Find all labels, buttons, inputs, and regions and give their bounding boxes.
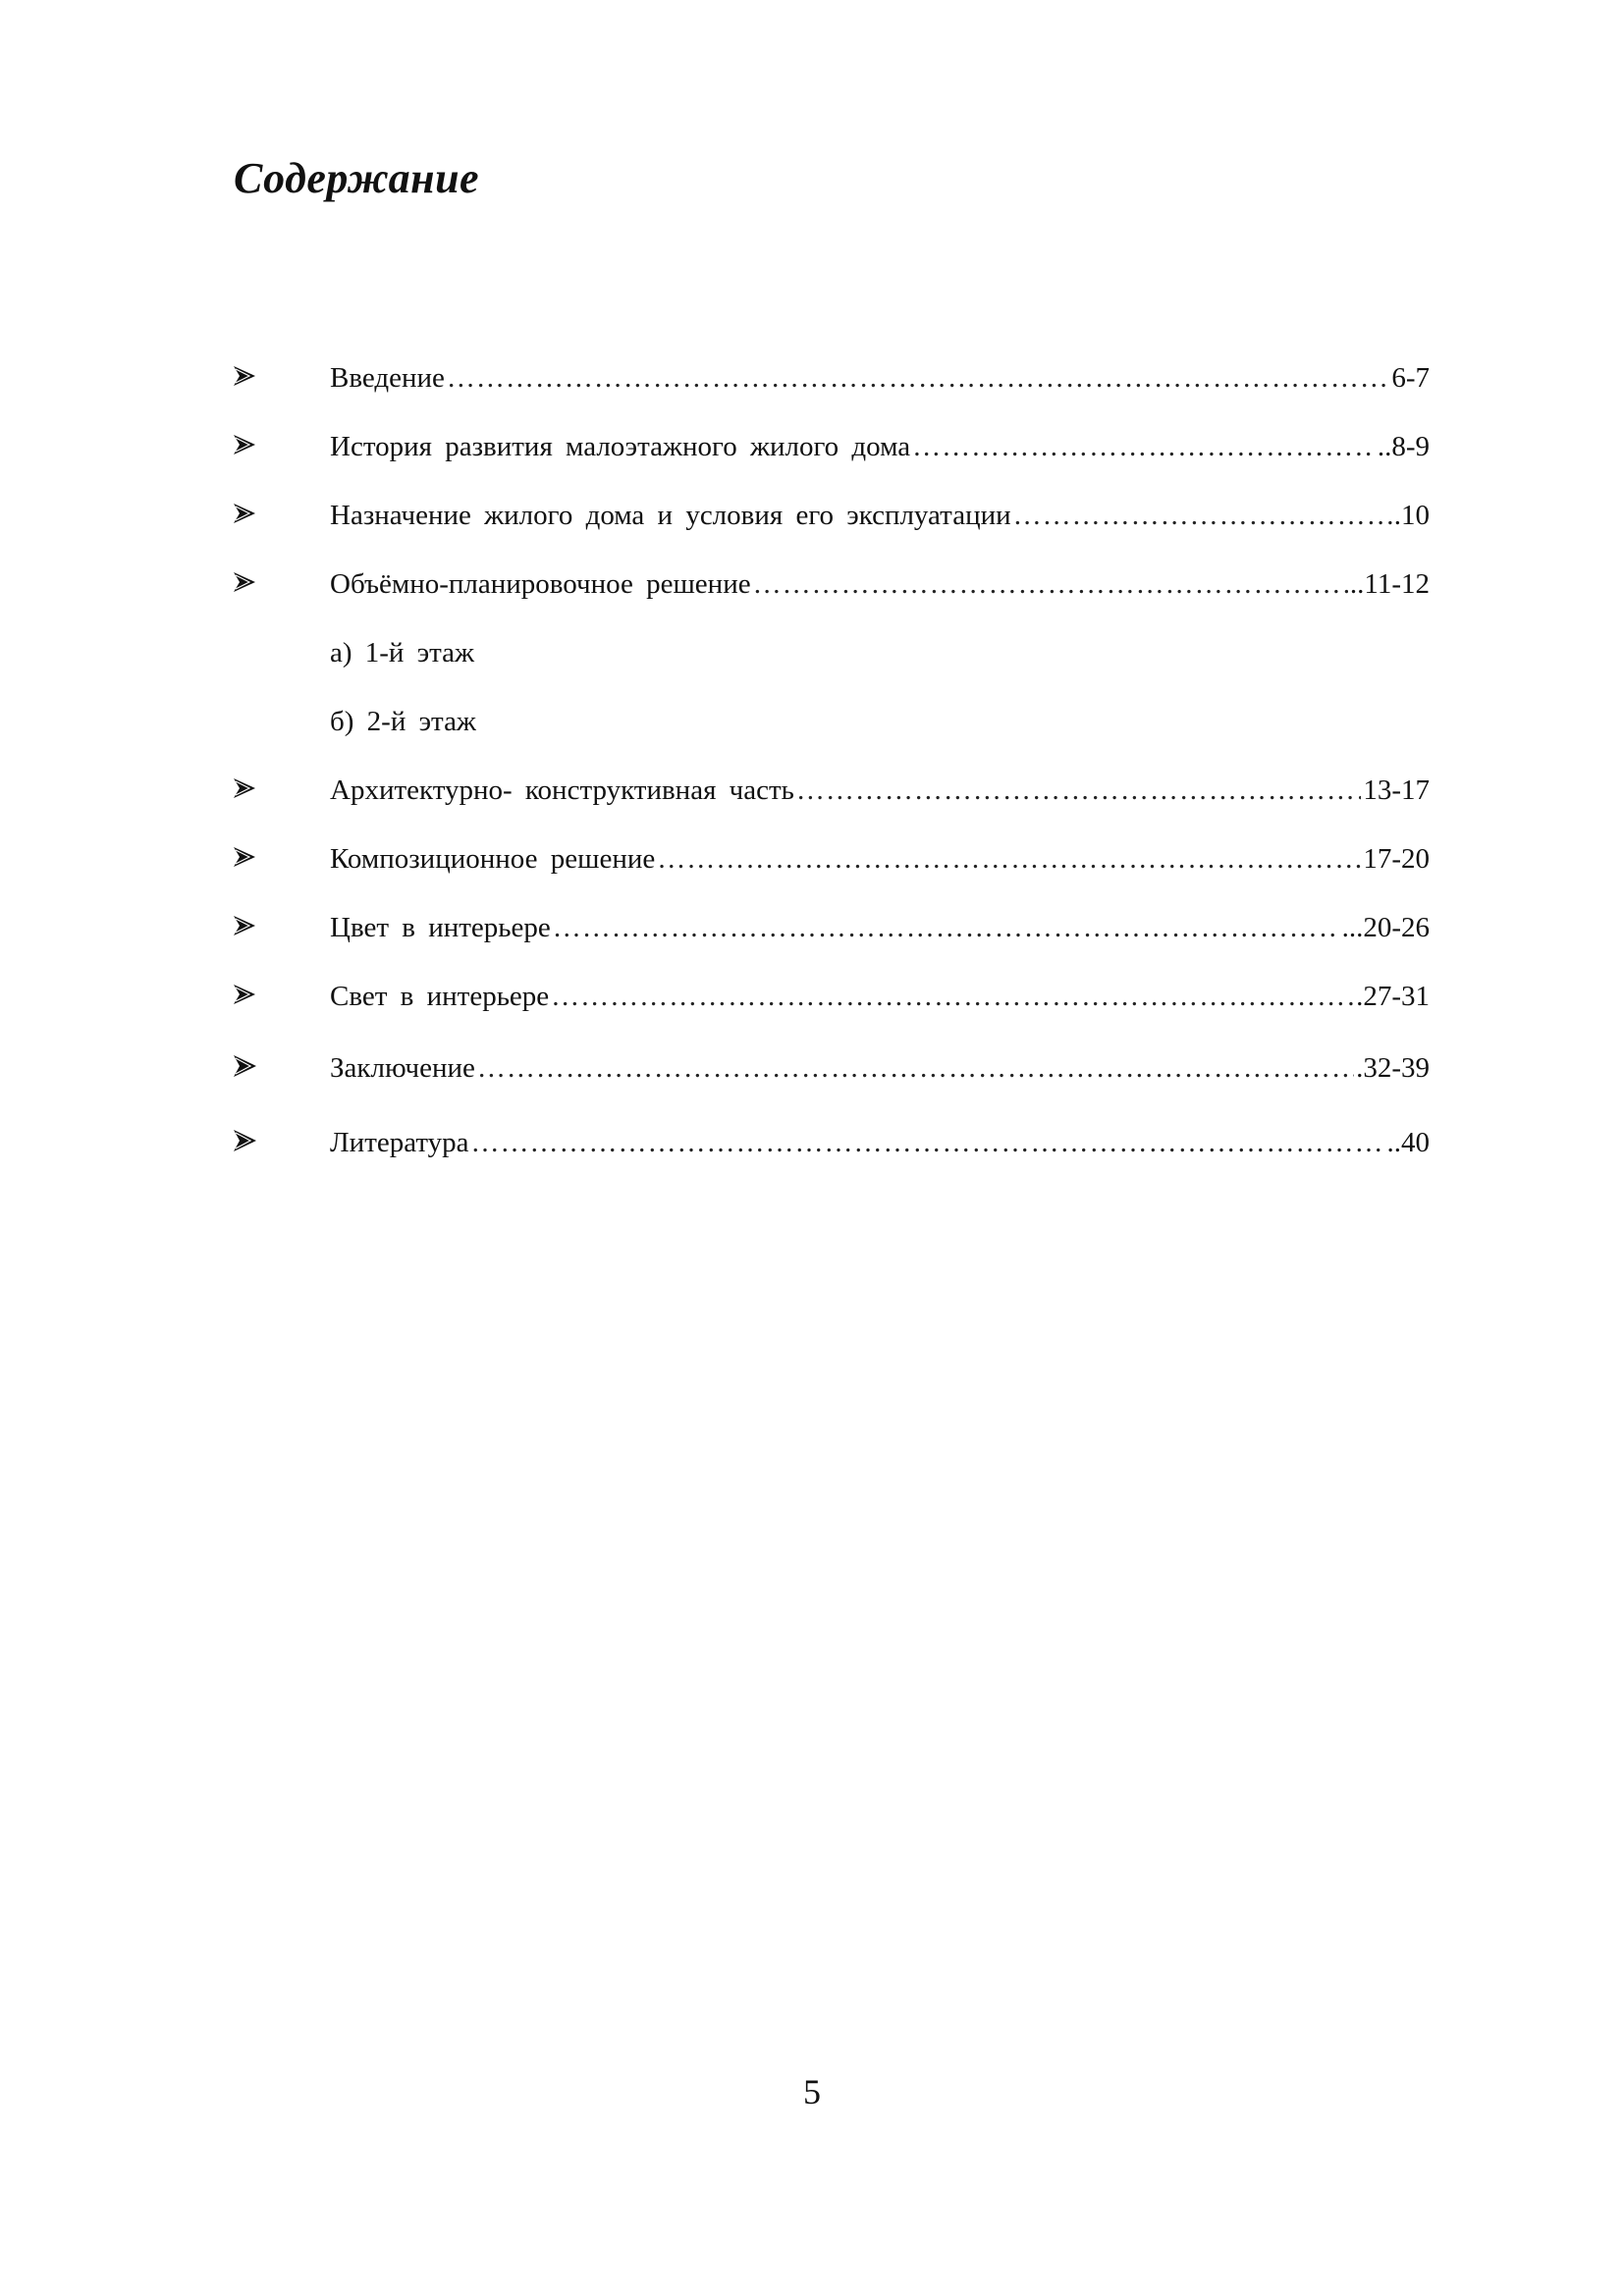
toc-subitem-floor-2	[232, 687, 1430, 756]
toc-entry-pages: ..8-9	[1377, 430, 1430, 462]
toc-entry-color	[232, 893, 1430, 962]
dot-leader	[753, 570, 1348, 599]
toc-entry-history	[232, 412, 1430, 481]
toc-entry-pages: ...20-26	[1341, 911, 1430, 943]
dot-leader	[471, 1129, 1385, 1157]
toc-entry-label: История развития малоэтажного жилого дома	[330, 430, 911, 462]
arrowhead-bullet-icon	[232, 432, 261, 461]
toc-entry-planning	[232, 550, 1430, 618]
arrowhead-bullet-icon	[232, 569, 261, 599]
toc-entry-purpose	[232, 481, 1430, 550]
toc-entry-pages: 13-17	[1363, 774, 1430, 806]
arrowhead-bullet-icon	[232, 844, 261, 874]
toc-entry-pages: .32-39	[1356, 1051, 1430, 1084]
toc-entry-pages: 17-20	[1363, 842, 1430, 875]
arrowhead-bullet-icon	[232, 1053, 261, 1083]
page-title: Содержание	[234, 154, 480, 202]
toc-entry-label: Литература	[330, 1126, 469, 1158]
toc-subitem-label: а) 1-й этаж	[330, 636, 475, 668]
dot-leader	[912, 433, 1376, 461]
page-number: 5	[803, 2072, 821, 2111]
arrowhead-bullet-icon	[232, 1128, 261, 1157]
toc-entry-label: Введение	[330, 361, 445, 394]
toc-entry-label: Композиционное решение	[330, 842, 656, 875]
arrowhead-bullet-icon	[232, 913, 261, 942]
arrowhead-bullet-icon	[232, 775, 261, 805]
toc-entry-pages: .10	[1393, 499, 1430, 531]
arrowhead-bullet-icon	[232, 501, 261, 530]
toc-entry-architecture	[232, 756, 1430, 825]
toc-entry-label: Свет в интерьере	[330, 980, 550, 1012]
toc-entry-label: Заключение	[330, 1051, 475, 1084]
dot-leader	[447, 364, 1389, 393]
toc-entry-conclusion	[232, 1031, 1430, 1105]
toc-entry-light	[232, 962, 1430, 1031]
dot-leader	[796, 776, 1361, 805]
toc-entry-label: Назначение жилого дома и условия его эксплуатации	[330, 499, 1011, 531]
toc-entry-pages: .27-31	[1356, 980, 1430, 1012]
table-of-contents	[232, 344, 1430, 1180]
toc-subitem-label: б) 2-й этаж	[330, 705, 476, 737]
dot-leader	[551, 983, 1354, 1011]
dot-leader	[477, 1054, 1354, 1083]
toc-entry-composition	[232, 825, 1430, 893]
toc-subitem-floor-1	[232, 618, 1430, 687]
toc-entry-label: Цвет в интерьере	[330, 911, 551, 943]
toc-entry-label: Объёмно-планировочное решение	[330, 567, 751, 600]
toc-entry-label: Архитектурно- конструктивная часть	[330, 774, 794, 806]
dot-leader	[657, 845, 1361, 874]
dot-leader	[1013, 502, 1392, 530]
toc-entry-pages: ..11-12	[1349, 567, 1430, 600]
arrowhead-bullet-icon	[232, 982, 261, 1011]
arrowhead-bullet-icon	[232, 363, 261, 393]
toc-entry-pages: ..40	[1386, 1126, 1430, 1158]
toc-entry-introduction	[232, 344, 1430, 412]
toc-entry-pages: 6-7	[1391, 361, 1430, 394]
toc-entry-literature	[232, 1105, 1430, 1180]
dot-leader	[553, 914, 1340, 942]
